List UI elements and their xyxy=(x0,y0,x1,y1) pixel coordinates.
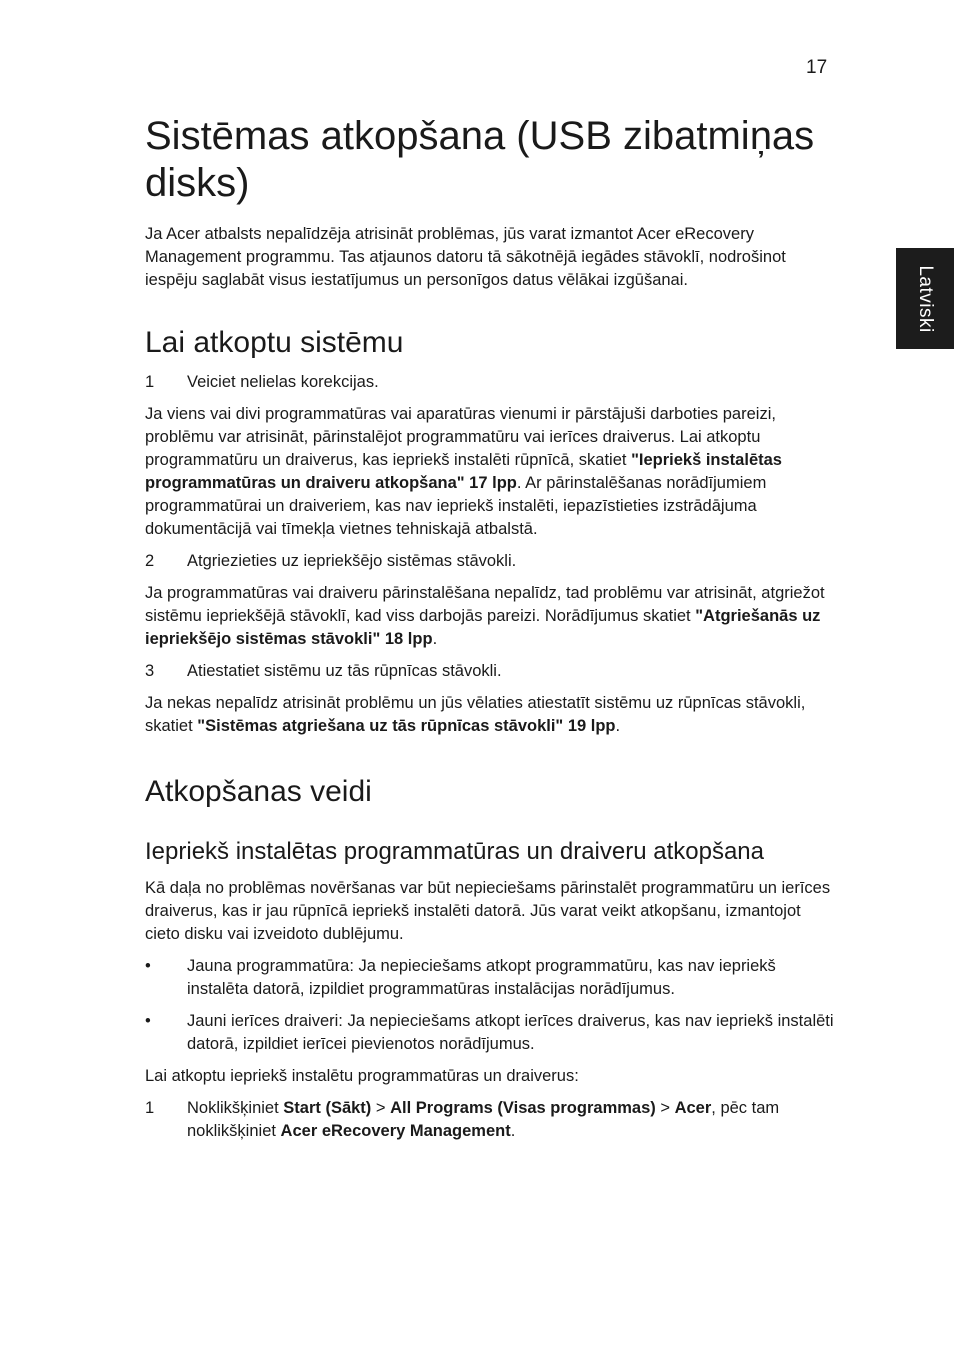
subsection-paragraph: Kā daļa no problēmas novēršanas var būt nepieciešams pārinstalēt programmatūru un ierīces draiverus, kas ir jau rūpnīcā iepriekš instalēti datorā. Jūs varat veikt atkopšanu, izmantojot cieto disku vai izveidoto dublējumu. xyxy=(145,879,831,943)
page-content xyxy=(145,113,835,1152)
bullet-text: Jauna programmatūra: Ja nepieciešams atkopt programmatūru, kas nav iepriekš instalēta datorā, izpildiet programmatūras instalācijas norādījumus. xyxy=(187,957,776,998)
bullet-marker: • xyxy=(145,1012,151,1030)
intro-paragraph: Ja Acer atbalsts nepalīdzēja atrisināt problēmas, jūs varat izmantot Acer eRecovery Management programmu. Tas atjaunos datoru tā sākotnējā iegādes stāvoklī, nodrošinot iespēju saglabāt visus iestatījumus un personīgos datus vēlākai izgūšanai. xyxy=(145,225,786,289)
cross-reference: "Iepriekš instalētas programmatūras un draiveru atkopšana" 17 lpp xyxy=(145,451,782,492)
step-text: Atgriezieties uz iepriekšējo sistēmas stāvokli. xyxy=(187,552,517,570)
step-paragraph: Ja nekas nepalīdz atrisināt problēmu un jūs vēlaties atiestatīt sistēmu uz rūpnīcas stāvokli, skatiet "Sistēmas atgriešana uz tās rūpnīcas stāvokli" 19 lpp. xyxy=(145,694,806,735)
cross-reference: "Atgriešanās uz iepriekšējo sistēmas stāvokli" 18 lpp xyxy=(145,607,821,648)
step-number: 3 xyxy=(145,662,155,680)
numbered-step xyxy=(145,660,835,683)
page-title: Sistēmas atkopšana (USB zibatmiņas disks) xyxy=(145,114,815,205)
cross-reference: "Sistēmas atgriešana uz tās rūpnīcas stāvokli" 19 lpp xyxy=(197,717,616,735)
step-number: 1 xyxy=(145,1099,155,1117)
menu-path-start: Start (Sākt) xyxy=(283,1099,372,1117)
step-text: Noklikšķiniet Start (Sākt) > All Programs (Visas programmas) > Acer, pēc tam noklikšķiniet Acer eRecovery Management. xyxy=(187,1099,780,1140)
language-tab xyxy=(896,248,954,349)
bullet-item xyxy=(145,1010,835,1056)
numbered-step xyxy=(145,1097,835,1143)
numbered-step xyxy=(145,550,835,573)
step-paragraph: Ja viens vai divi programmatūras vai aparatūras vienumi ir pārstājuši darboties pareizi, problēmu var atrisināt, pārinstalējot programmatūru vai ierīces draiverus. Lai atkoptu programmatūru un draiverus, kas iepriekš instalēti rūpnīcā, skatiet "Iepriekš instalētas programmatūras un draiveru atkopšana" 17 lpp. Ar pārinstalēšanas norādījumiem programmatūrai un draiveriem, kas nav iepriekš instalēti, iepazīstieties izstrādājuma dokumentācijā vai tīmekļa vietnes tehniskajā atbalstā. xyxy=(145,405,782,538)
menu-path-erecovery: Acer eRecovery Management xyxy=(280,1122,511,1140)
menu-path-all-programs: All Programs (Visas programmas) xyxy=(390,1099,656,1117)
step-number: 1 xyxy=(145,373,155,391)
step-text: Veiciet nelielas korekcijas. xyxy=(187,373,379,391)
bullet-marker: • xyxy=(145,957,151,975)
bullet-item xyxy=(145,955,835,1001)
subsection-heading: Iepriekš instalētas programmatūras un draiveru atkopšana xyxy=(145,838,764,865)
section-heading-recover-system: Lai atkoptu sistēmu xyxy=(145,326,404,359)
step-paragraph: Ja programmatūras vai draiveru pārinstalēšana nepalīdz, tad problēmu var atrisināt, atgriežot sistēmu iepriekšējā stāvoklī, kad viss darbojās pareizi. Norādījumus skatiet "Atgriešanās uz iepriekšējo sistēmas stāvokli" 18 lpp. xyxy=(145,584,825,648)
bullet-text: Jauni ierīces draiveri: Ja nepieciešams atkopt ierīces draiverus, kas nav iepriekš instalēti datorā, izpildiet ierīcei pievienotos norādījumus. xyxy=(187,1012,834,1053)
numbered-step xyxy=(145,371,835,394)
section-heading-recovery-types: Atkopšanas veidi xyxy=(145,775,372,808)
step-number: 2 xyxy=(145,552,155,570)
step-text: Atiestatiet sistēmu uz tās rūpnīcas stāvokli. xyxy=(187,662,502,680)
menu-path-acer: Acer xyxy=(674,1099,712,1117)
instruction-lead: Lai atkoptu iepriekš instalētu programmatūras un draiverus: xyxy=(145,1067,579,1085)
language-tab-label: Latviski xyxy=(915,264,936,333)
page-number: 17 xyxy=(806,57,828,78)
